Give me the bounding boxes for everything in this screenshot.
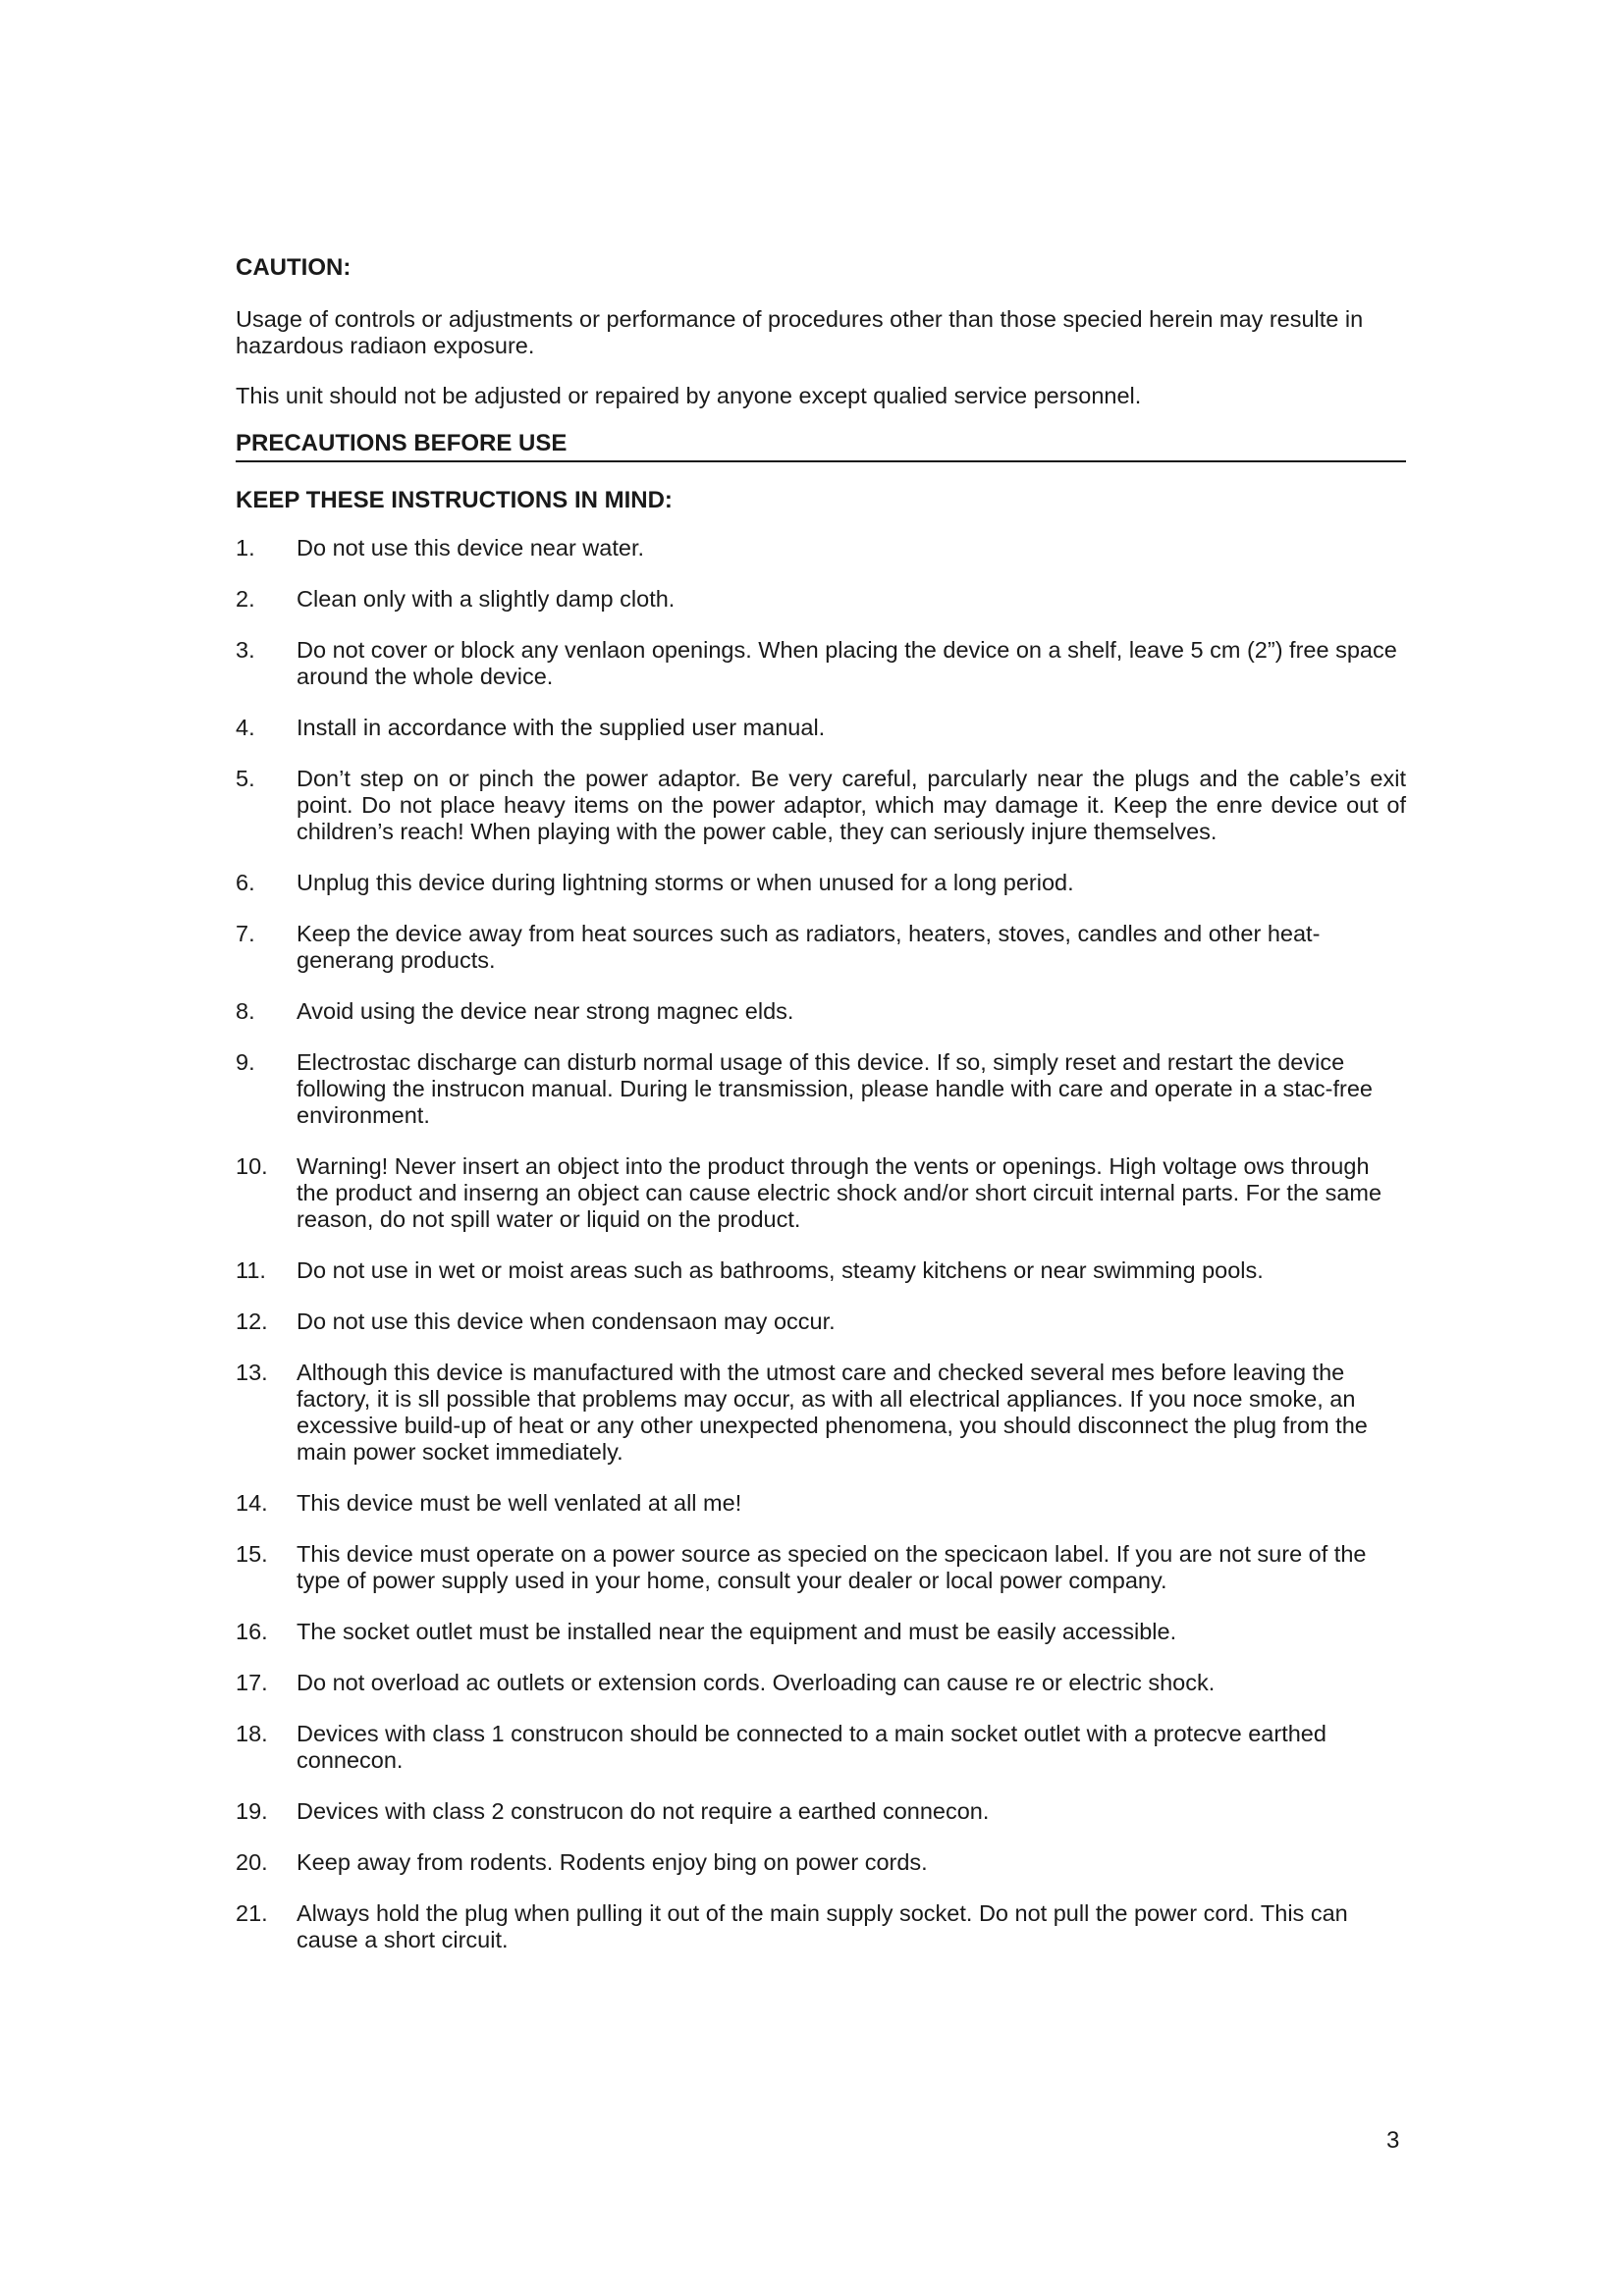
list-item-text: Don’t step on or pinch the power adaptor. Be very careful, parcularly near the plugs and the cable’s exit point. Do not place heavy items on the power adaptor, which may damage it. Keep the enre device out of children’s reach! When playing with the power cable, they can seriously injure themselves.	[297, 766, 1406, 844]
list-item-text: Devices with class 2 construcon do not require a earthed connecon.	[297, 1798, 990, 1824]
list-item-number: 10.	[236, 1153, 268, 1179]
list-item	[236, 1900, 1406, 1953]
list-item	[236, 1541, 1406, 1594]
list-item-number: 16.	[236, 1619, 268, 1644]
list-item-number: 7.	[236, 921, 255, 946]
list-item-text: Warning! Never insert an object into the product through the vents or openings. High voltage ows through the product and inserng an object can cause electric shock and/or short circuit internal parts. For the same reason, do not spill water or liquid on the product.	[297, 1153, 1382, 1232]
precautions-list	[236, 535, 1406, 1953]
list-item	[236, 1308, 1406, 1335]
list-item-text: Install in accordance with the supplied user manual.	[297, 715, 826, 740]
list-item-text: Electrostac discharge can disturb normal usage of this device. If so, simply reset and restart the device following the instrucon manual. During le transmission, please handle with care and operate in a stac-free environment.	[297, 1049, 1373, 1128]
list-item	[236, 998, 1406, 1025]
list-item	[236, 870, 1406, 896]
list-item-number: 17.	[236, 1670, 268, 1695]
list-item-text: This device must operate on a power source as specied on the specicaon label. If you are not sure of the type of power supply used in your home, consult your dealer or local power company.	[297, 1541, 1367, 1593]
list-item	[236, 1153, 1406, 1233]
list-item-text: Keep away from rodents. Rodents enjoy bing on power cords.	[297, 1849, 928, 1875]
list-item	[236, 715, 1406, 741]
list-item	[236, 1490, 1406, 1517]
list-item-number: 1.	[236, 535, 255, 561]
list-item-text: Do not use this device when condensaon may occur.	[297, 1308, 836, 1334]
instructions-subheading: KEEP THESE INSTRUCTIONS IN MIND:	[236, 487, 673, 513]
list-item-text: The socket outlet must be installed near the equipment and must be easily accessible.	[297, 1619, 1177, 1644]
list-item	[236, 1360, 1406, 1466]
list-item	[236, 1798, 1406, 1825]
precautions-heading: PRECAUTIONS BEFORE USE	[236, 429, 1406, 462]
list-item-number: 19.	[236, 1798, 268, 1824]
list-item-text: Do not cover or block any venlaon openings. When placing the device on a shelf, leave 5 cm (2”) free space around the whole device.	[297, 637, 1397, 689]
list-item-text: Devices with class 1 construcon should be connected to a main socket outlet with a protecve earthed connecon.	[297, 1721, 1326, 1773]
list-item-text: Do not use this device near water.	[297, 535, 645, 561]
list-item-number: 20.	[236, 1849, 268, 1875]
list-item	[236, 1721, 1406, 1774]
list-item	[236, 766, 1406, 845]
list-item	[236, 1670, 1406, 1696]
list-item-text: Keep the device away from heat sources such as radiators, heaters, stoves, candles and other heat-generang products.	[297, 921, 1321, 973]
caution-paragraph-1: Usage of controls or adjustments or performance of procedures other than those specied herein may resulte in hazardous radiaon exposure.	[236, 306, 1364, 358]
list-item-text: Do not overload ac outlets or extension cords. Overloading can cause re or electric shock.	[297, 1670, 1216, 1695]
page-number: 3	[1386, 2127, 1400, 2154]
list-item-text: Always hold the plug when pulling it out of the main supply socket. Do not pull the power cord. This can cause a short circuit.	[297, 1900, 1348, 1952]
list-item-number: 6.	[236, 870, 255, 895]
list-item-number: 12.	[236, 1308, 268, 1334]
list-item	[236, 921, 1406, 974]
list-item-text: Unplug this device during lightning storms or when unused for a long period.	[297, 870, 1074, 895]
list-item	[236, 1849, 1406, 1876]
list-item-number: 14.	[236, 1490, 268, 1516]
caution-heading: CAUTION:	[236, 254, 352, 281]
document-page	[236, 253, 1406, 1978]
list-item-text: Do not use in wet or moist areas such as bathrooms, steamy kitchens or near swimming pools.	[297, 1257, 1264, 1283]
list-item-number: 15.	[236, 1541, 268, 1567]
list-item-text: Avoid using the device near strong magnec elds.	[297, 998, 794, 1024]
list-item-number: 8.	[236, 998, 255, 1024]
list-item	[236, 1257, 1406, 1284]
list-item	[236, 1049, 1406, 1129]
list-item-number: 2.	[236, 586, 255, 612]
list-item-text: Although this device is manufactured with the utmost care and checked several mes before leaving the factory, it is sll possible that problems may occur, as with all electrical appliances. If you noce smoke, an excessive build-up of heat or any other unexpected phenomena, you should disconnect the plug from the main power socket immediately.	[297, 1360, 1368, 1465]
list-item-number: 9.	[236, 1049, 255, 1075]
list-item	[236, 586, 1406, 613]
list-item-text: Clean only with a slightly damp cloth.	[297, 586, 676, 612]
list-item-number: 5.	[236, 766, 255, 791]
list-item-number: 21.	[236, 1900, 268, 1926]
list-item-number: 11.	[236, 1257, 266, 1283]
list-item-number: 18.	[236, 1721, 268, 1746]
list-item	[236, 1619, 1406, 1645]
list-item	[236, 637, 1406, 690]
list-item-number: 13.	[236, 1360, 268, 1385]
list-item-number: 4.	[236, 715, 255, 740]
list-item-number: 3.	[236, 637, 255, 663]
list-item	[236, 535, 1406, 561]
caution-paragraph-2: This unit should not be adjusted or repaired by anyone except qualied service personnel.	[236, 383, 1142, 408]
list-item-text: This device must be well venlated at all me!	[297, 1490, 742, 1516]
